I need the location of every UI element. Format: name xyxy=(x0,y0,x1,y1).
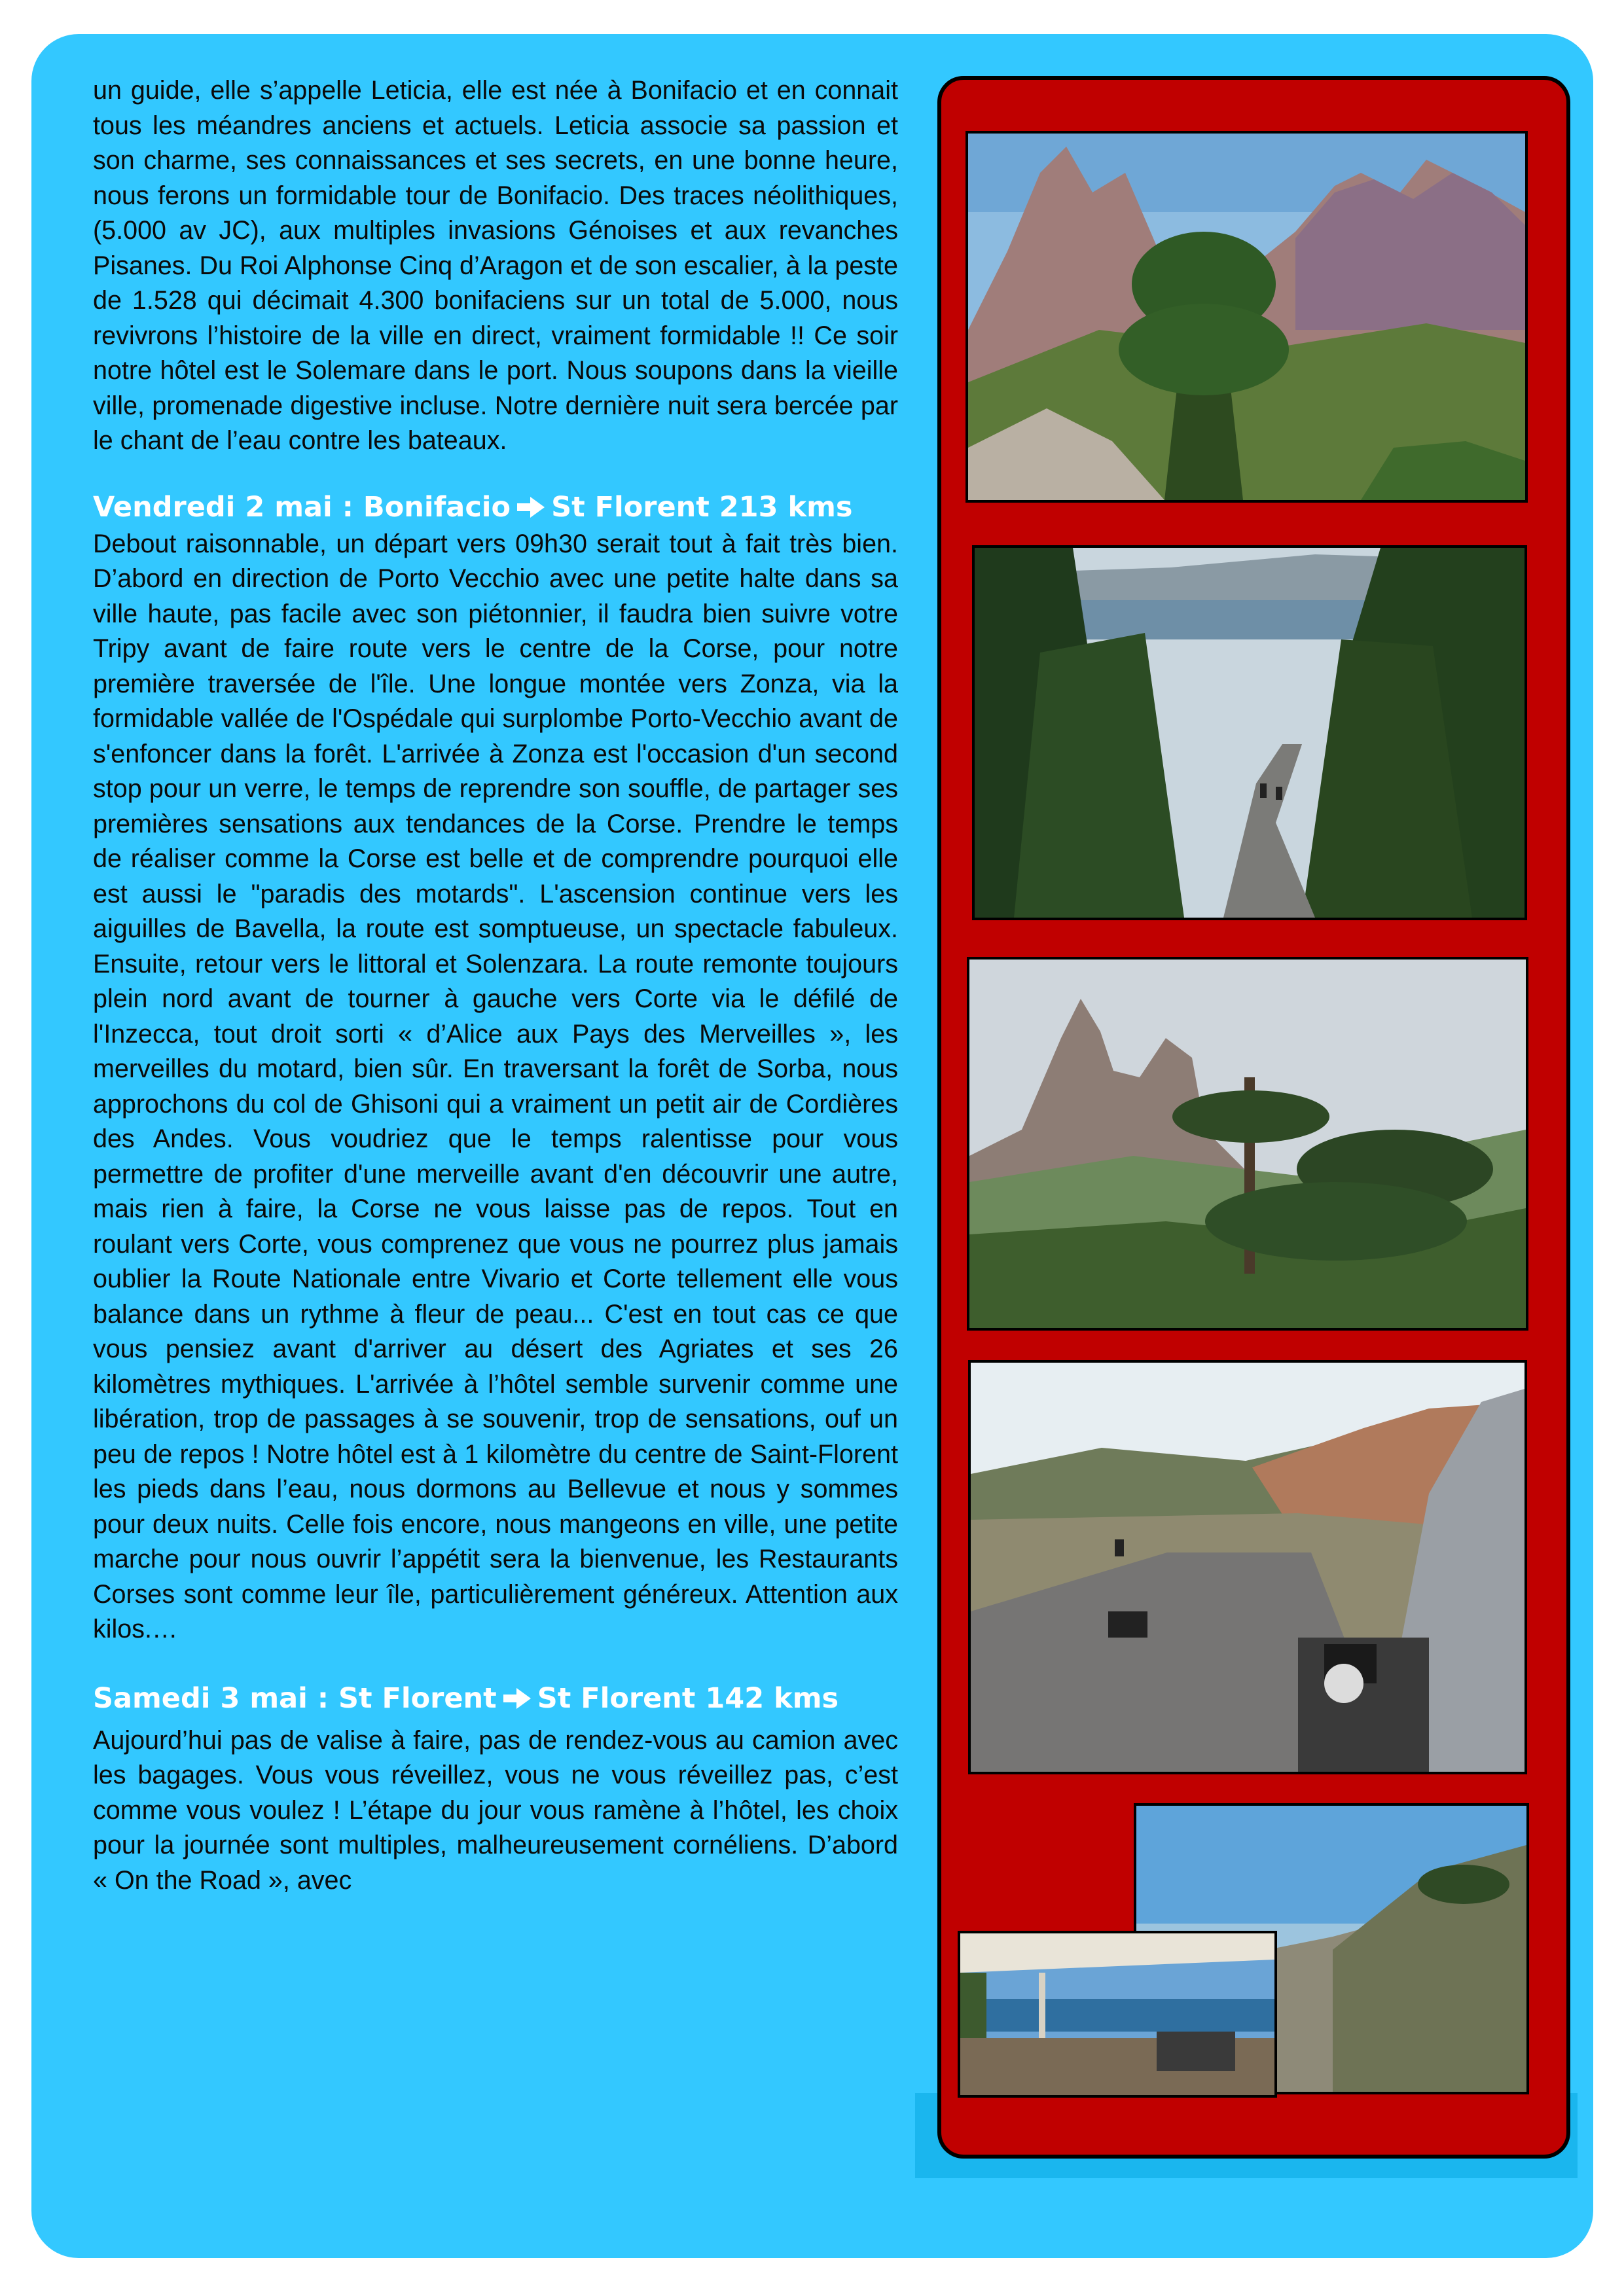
text-column xyxy=(93,73,898,1898)
day2-heading-to: St Florent 142 kms xyxy=(537,1681,839,1715)
photo-forest-road xyxy=(972,545,1527,920)
photo-bavella-needles xyxy=(967,957,1528,1331)
day1-heading-to: St Florent 213 kms xyxy=(551,490,853,524)
day2-body: Aujourd’hui pas de valise à faire, pas de rendez-vous au camion avec les bagages. Vous vous réveillez, vous ne vous réveillez pas, c’est comme vous voulez ! L’étape du jour vous ramène à l’hôtel, les choix pour la journée sont multiples, malheureusement cornéliens. D’abord « On the Road », avec xyxy=(93,1725,898,1895)
arrow-right-icon xyxy=(503,1688,531,1709)
day2-heading-from: Samedi 3 mai : St Florent xyxy=(93,1681,497,1715)
day1-heading xyxy=(93,488,898,527)
photo-restaurant-terrace xyxy=(958,1931,1277,2098)
day1-heading-from: Vendredi 2 mai : Bonifacio xyxy=(93,490,511,524)
photo-motorcycle-road xyxy=(968,1360,1527,1774)
day2-heading xyxy=(93,1679,898,1718)
arrow-right-icon xyxy=(517,497,545,518)
intro-paragraph: un guide, elle s’appelle Leticia, elle est née à Bonifacio et en connait tous les méandres anciens et actuels. Leticia associe sa passion et son charme, ses connaissances et ses secrets, en une bonne heure, nous ferons un formidable tour de Bonifacio. Des traces néolithiques, (5.000 av JC), aux multiples invasions Génoises et aux revanches Pisanes. Du Roi Alphonse Cinq d’Aragon et de son escalier, à la peste de 1.528 qui décimait 4.300 bonifaciens sur un total de 5.000, nous revivrons l’histoire de la ville en direct, vraiment formidable !! Ce soir notre hôtel est le Solemare dans le port. Nous soupons dans la vieille ville, promenade digestive incluse. Notre dernière nuit sera bercée par le chant de l’eau contre les bateaux. xyxy=(93,76,898,455)
day1-body: Debout raisonnable, un départ vers 09h30 serait tout à fait très bien. D’abord en direction de Porto Vecchio avec une petite halte dans sa ville haute, pas facile avec son piétonnier, il faudra bien suivre votre Tripy avant de faire route vers le centre de la Corse, pour notre première traversée de l'île. Une longue montée vers Zonza, via la formidable vallée de l'Ospédale qui surplombe Porto-Vecchio avant de s'enfoncer dans la forêt. L'arrivée à Zonza est l'occasion d'un second stop pour un verre, le temps de reprendre son souffle, de partager ses premières sensations aux tendances de la Corse. Prendre le temps de réaliser comme la Corse est belle et de comprendre pourquoi elle est aussi le "paradis des motards". L'ascension continue vers les aiguilles de Bavella, la route est somptueuse, un spectacle fabuleux. Ensuite, retour vers le littoral et Solenzara. La route remonte toujours plein nord avant de tourner à gauche vers Corte via le défilé de l'Inzecca, tout droit sorti « d’Alice aux Pays des Merveilles », les merveilles du motard, bien sûr. En traversant la forêt de Sorba, nous approchons du col de Ghisoni qui a vraiment un petit air de Cordières des Andes. Vous voudriez que le temps ralentisse pour vous permettre de profiter d'une merveille avant d'en découvrir une autre, mais rien à faire, la Corse ne vous laisse pas de repos. Tout en roulant vers Corte, vous comprenez que vous ne pourrez plus jamais oublier la Route Nationale entre Vivario et Corte tellement elle vous balance dans un rythme à fleur de peau... C'est en tout cas ce que vous pensiez avant d'arriver au désert des Agriates et ses 26 kilomètres mythiques. L'arrivée à l’hôtel semble survenir comme une libération, trop de passages à se souvenir, trop de sensations, ouf un peu de repos ! Notre hôtel est à 1 kilomètre du centre de Saint-Florent les pieds dans l’eau, nous dormons au Bellevue et nous y sommes pour deux nuits. Celle fois encore, nous mangeons en ville, une petite marche pour nous ouvrir l’appétit sera la bienvenue, les Restaurants Corses sont comme leur île, particulièrement généreux. Attention aux kilos.… xyxy=(93,529,898,1643)
photo-mountain-peaks xyxy=(965,131,1528,503)
